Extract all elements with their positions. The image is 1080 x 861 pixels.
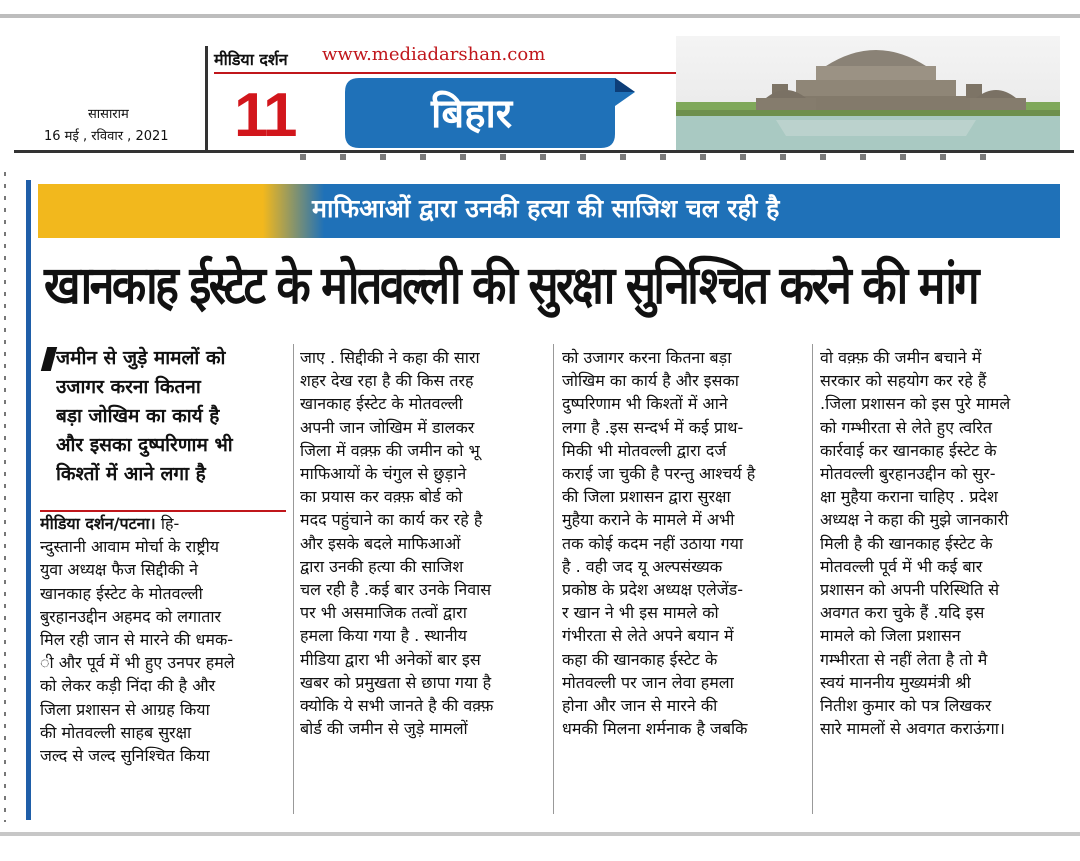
body-line: मोतवल्ली पर जान लेवा हमला: [562, 672, 734, 692]
highlight-line: उजागर करना कितना: [56, 376, 201, 398]
dateline-city: सासाराम: [88, 107, 129, 122]
body-line: की जिला प्रशासन द्वारा सुरक्षा: [562, 487, 731, 507]
body-line: प्रकोष्ठ के प्रदेश अध्यक्ष एलेजेंड-: [562, 580, 743, 600]
body-line: अवगत करा चुके हैं .यदि इस: [820, 603, 985, 623]
body-line: पर भी असमाजिक तत्वों द्वारा: [300, 603, 467, 623]
body-line: गंभीरता से लेते अपने बयान में: [562, 626, 734, 646]
highlight-line: जमीन से जुड़े मामलों को: [56, 347, 226, 369]
body-line: मिली है की खानकाह ईस्टेट के: [820, 533, 993, 553]
print-bleed: [300, 154, 1000, 160]
body-line: र खान ने भी इस मामले को: [562, 603, 719, 623]
body-line: है . वही जद यू अल्पसंख्यक: [562, 556, 723, 576]
body-line: द्वारा उनकी हत्या की साजिश: [300, 556, 464, 576]
body-line: मीडिया दर्शन/पटना। हि-: [40, 514, 180, 533]
body-line: खानकाह ईस्टेट के मोतवल्ली: [300, 394, 463, 414]
body-line: खबर को प्रमुखता से छापा गया है: [300, 672, 492, 692]
body-line: कार्रवाई कर खानकाह ईस्टेट के: [820, 440, 997, 460]
body-line: मामले को जिला प्रशासन: [820, 626, 961, 646]
body-line: .जिला प्रशासन को इस पुरे मामले: [820, 394, 1011, 414]
body-line: गम्भीरता से नहीं लेता है तो मै: [820, 649, 988, 669]
body-line: की मोतवल्ली साहब सुरक्षा: [40, 722, 192, 742]
article-column-1: [40, 512, 286, 767]
body-line: जाए . सिद्दीकी ने कहा की सारा: [300, 348, 480, 367]
column-gutter: [553, 344, 554, 814]
body-line: अध्यक्ष ने कहा की मुझे जानकारी: [820, 510, 1009, 530]
column-gutter: [812, 344, 813, 814]
body-line: मोतवल्ली पूर्व में भी कई बार: [820, 556, 983, 576]
body-line: मिकी भी मोतवल्ली द्वारा दर्ज: [562, 440, 727, 460]
body-line: कराई जा चुकी है परन्तु आश्चर्य है: [562, 464, 756, 484]
section-tab: [345, 78, 635, 148]
article-column-2: [300, 346, 542, 740]
publication-name: मीडिया दर्शन: [214, 50, 288, 69]
body-line: हमला किया गया है . स्थानीय: [300, 626, 467, 646]
body-line: का प्रयास कर वक़्फ़ बोर्ड को: [300, 487, 463, 507]
monument-photo: [676, 36, 1060, 150]
body-line: क्षा मुहैया कराना चाहिए . प्रदेश: [820, 487, 998, 507]
dateline-date: 16 मई , रविवार , 2021: [44, 129, 169, 144]
kicker-text: माफिआओं द्वारा उनकी हत्या की साजिश चल रही है: [312, 194, 780, 223]
body-line: मीडिया द्वारा भी अनेकों बार इस: [300, 649, 481, 669]
byline: मीडिया दर्शन/पटना।: [40, 514, 156, 533]
body-line: प्रशासन को अपनी परिस्थिति से: [820, 580, 1000, 600]
body-line: मिल रही जान से मारने की धमक-: [40, 630, 234, 650]
masthead-bottom-rule: [14, 150, 1074, 153]
body-line: को गम्भीरता से लेते हुए त्वरित: [820, 417, 992, 437]
body-line: बोर्ड की जमीन से जुड़े मामलों: [300, 719, 468, 739]
body-line: चल रही है .कई बार उनके निवास: [300, 580, 492, 600]
highlight-line: बड़ा जोखिम का कार्य है: [56, 405, 220, 427]
body-line: लगा है .इस सन्दर्भ में कई प्राथ-: [562, 417, 744, 437]
column-gutter: [293, 344, 294, 814]
section-title: बिहार: [431, 91, 513, 137]
body-line: मुहैया कराने के मामले में अभी: [562, 510, 735, 530]
body-line: सरकार को सहयोग कर रहे हैं: [820, 371, 987, 391]
highlight-slash-icon: [41, 347, 57, 371]
body-line: युवा अध्यक्ष फैज सिद्दीकी ने: [40, 560, 199, 580]
body-line: खानकाह ईस्टेट के मोतवल्ली: [40, 583, 203, 603]
body-line: और इसके बदले माफिआओं: [300, 533, 461, 553]
article-accent-bar: [26, 180, 31, 820]
highlight-line: किश्तों में आने लगा है: [56, 463, 206, 485]
article-column-3: [562, 346, 804, 740]
body-line: जिला प्रशासन से आग्रह किया: [40, 699, 210, 719]
body-line: न्दुस्तानी आवाम मोर्चा के राष्ट्रीय: [40, 537, 220, 557]
masthead-red-rule: [214, 72, 680, 74]
top-rule: [0, 14, 1080, 18]
body-line: वो वक़्फ़ की जमीन बचाने में: [820, 348, 982, 367]
body-line: माफिआयों के चंगुल से छुड़ाने: [300, 464, 467, 484]
body-line: सारे मामलों से अवगत कराऊंगा।: [820, 719, 1005, 739]
article-headline: खानकाह ईस्टेट के मोतवल्ली की सुरक्षा सुनिश्चित करने की मांग: [44, 256, 977, 316]
body-line: होना और जान से मारने की: [562, 696, 718, 716]
page-edge-dashes: [4, 172, 6, 822]
body-line: शहर देख रहा है की किस तरह: [300, 371, 474, 391]
body-line: दुष्परिणाम भी किश्तों में आने: [562, 394, 728, 414]
body-line: मोतवल्ली बुरहानउद्दीन को सुर-: [820, 464, 996, 484]
body-line: बुरहानउद्दीन अहमद को लगातार: [40, 606, 222, 626]
body-line: स्वयं माननीय मुख्यमंत्री श्री: [820, 672, 971, 692]
body-line: कहा की खानकाह ईस्टेट के: [562, 649, 718, 669]
body-line: जोखिम का कार्य है और इसका: [562, 371, 739, 391]
body-line: को लेकर कड़ी निंदा की है और: [40, 676, 216, 696]
masthead-divider: [205, 46, 208, 150]
body-line: क्योकि ये सभी जानते है की वक़्फ़: [300, 696, 494, 716]
body-line: मदद पहुंचाने का कार्य कर रहे है: [300, 510, 483, 530]
bottom-rule: [0, 832, 1080, 836]
body-line: जल्द से जल्द सुनिश्चित किया: [40, 746, 210, 766]
highlight-box: [56, 344, 286, 489]
article-column-4: [820, 346, 1064, 740]
body-line: को उजागर करना कितना बड़ा: [562, 348, 732, 367]
body-line: अपनी जान जोखिम में डालकर: [300, 417, 475, 437]
highlight-line: और इसका दुष्परिणाम भी: [56, 434, 233, 456]
body-line: जिला में वक़्फ़ की जमीन को भू: [300, 440, 480, 460]
body-line: नितीश कुमार को पत्र लिखकर: [820, 696, 992, 716]
body-line: धमकी मिलना शर्मनाक है जबकि: [562, 719, 748, 739]
website-link[interactable]: www.mediadarshan.com: [322, 44, 546, 65]
body-line: तक कोई कदम नहीं उठाया गया: [562, 533, 744, 553]
body-line: ी और पूर्व में भी हुए उनपर हमले: [40, 653, 235, 673]
page-number: 11: [234, 81, 296, 150]
